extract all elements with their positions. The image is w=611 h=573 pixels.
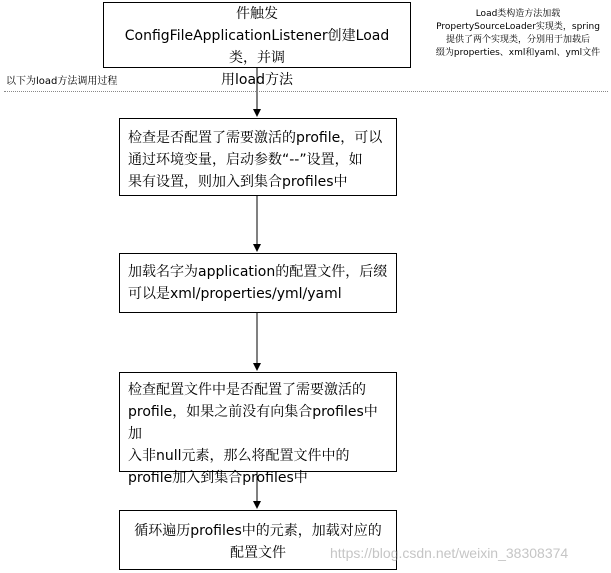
section-divider (4, 91, 608, 92)
step-3-box: 加载名字为application的配置文件，后缀 可以是xml/properties/yml/yaml (119, 253, 397, 313)
step-1-box: 件触发 ConfigFileApplicationListener创建Load类，并调 用load方法 (103, 2, 411, 68)
watermark: https://blog.csdn.net/weixin_38308374 (330, 545, 569, 561)
section-label: 以下为load方法调用过程 (6, 76, 118, 87)
step-4-box: 检查配置文件中是否配置了需要激活的 profile，如果之前没有向集合profiles中加 入非null元素，那么将配置文件中的 profile加入到集合profiles中 (119, 372, 397, 472)
step-2-box: 检查是否配置了需要激活的profile，可以 通过环境变量，启动参数“--”设置，如 果有设置，则加入到集合profiles中 (119, 118, 397, 196)
side-note: Load类构造方法加载 PropertySourceLoader实现类，spring 提供了两个实现类，分别用于加载后 缀为properties、xml和yaml、yml文件 (435, 9, 601, 58)
step-5-box: 循环遍历profiles中的元素，加载对应的 配置文件 (119, 510, 397, 570)
